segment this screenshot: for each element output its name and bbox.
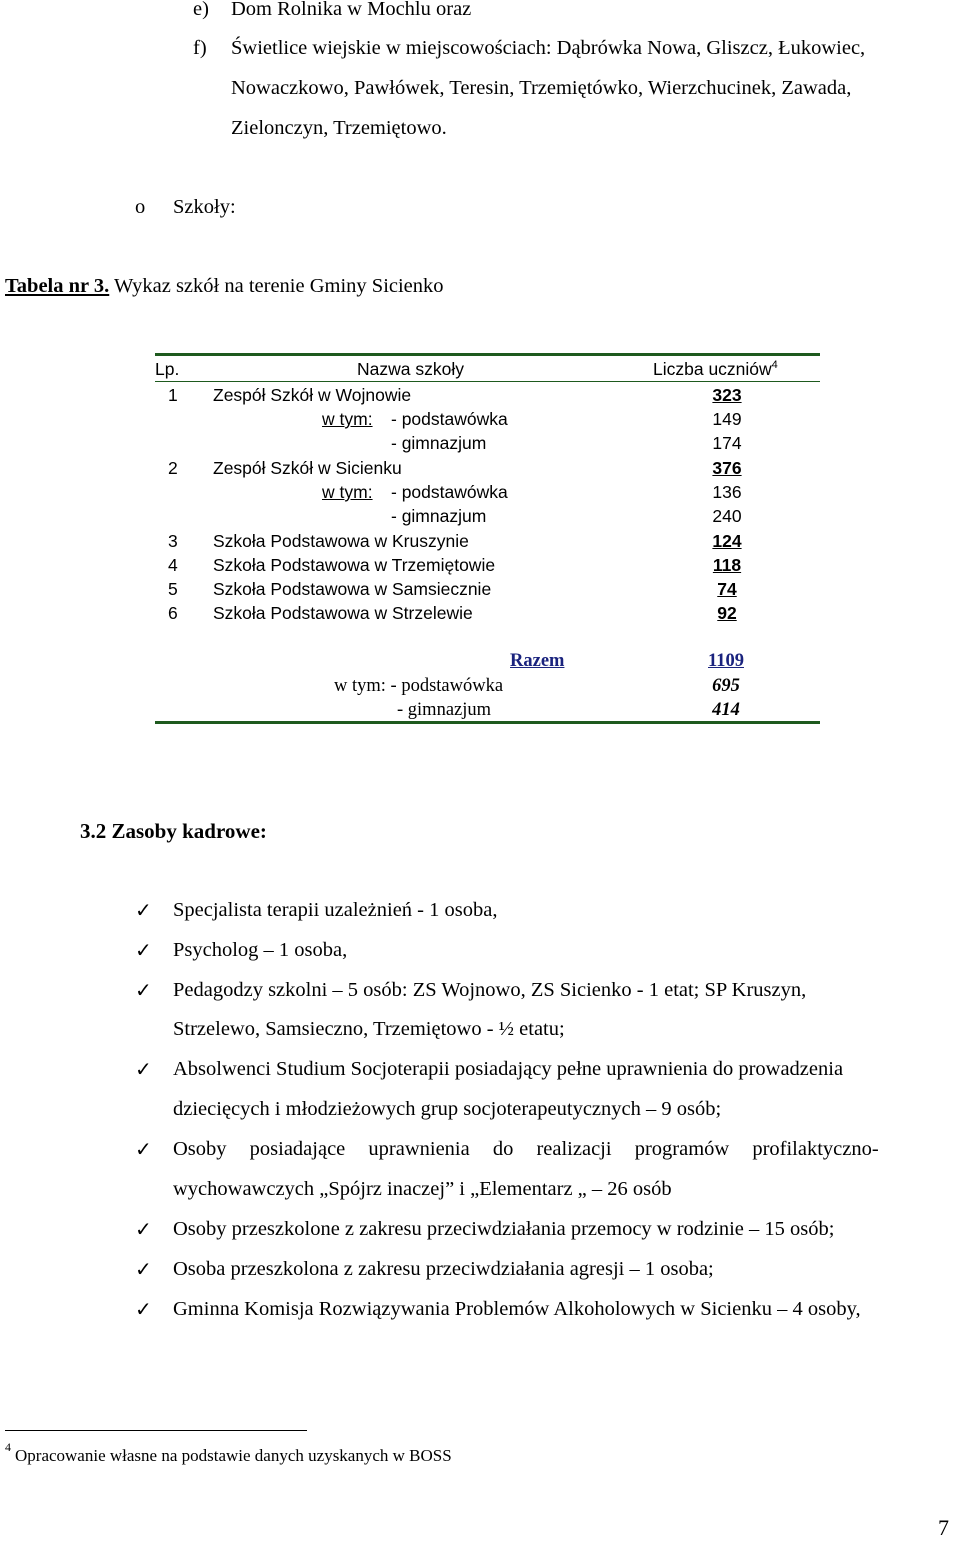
total-label: Razem <box>510 651 565 671</box>
checkmark-icon: ✓ <box>135 1257 152 1281</box>
table-row-value: 92 <box>717 603 737 623</box>
table-row-prefix: w tym: <box>322 409 373 429</box>
table-row-name: - gimnazjum <box>391 506 487 526</box>
table-row-value: 149 <box>712 409 742 429</box>
list-item: Absolwenci Studium Socjoterapii posiadający pełne uprawnienia do prowadzenia <box>173 1058 844 1080</box>
checkmark-icon: ✓ <box>135 898 152 922</box>
table-row-value: 323 <box>712 385 742 405</box>
table-row-lp: 1 <box>168 385 178 405</box>
list-item: Osoby posiadające uprawnienia do realizacji programów profilaktyczno- <box>173 1138 879 1160</box>
header-count-label: Liczba uczniów <box>653 359 772 379</box>
table-row-value: 174 <box>712 433 742 453</box>
table-row-lp: 4 <box>168 555 178 575</box>
footnote-number: 4 <box>5 1440 11 1454</box>
table-row-name: - podstawówka <box>391 482 508 502</box>
table-row-value: 136 <box>712 482 742 502</box>
bullet-o-marker: o <box>135 196 146 218</box>
list-item-f-line3: Zielonczyn, Trzemiętowo. <box>231 117 447 139</box>
table-row-value: 124 <box>712 531 742 551</box>
table-header-rule <box>155 381 820 382</box>
checkmark-icon: ✓ <box>135 1297 152 1321</box>
table-row-lp: 5 <box>168 579 178 599</box>
page-number: 7 <box>938 1515 949 1540</box>
footnote-separator <box>5 1430 307 1431</box>
table-row-name: Zespół Szkół w Wojnowie <box>213 385 412 405</box>
list-item-continuation: wychowawczych „Spójrz inaczej” i „Elementarz „ – 26 osób <box>173 1178 672 1200</box>
table-caption-text: Wykaz szkół na terenie Gminy Sicienko <box>114 275 444 297</box>
table-row-value: 376 <box>712 458 742 478</box>
table-row-name: - podstawówka <box>391 409 508 429</box>
table-row-value: 74 <box>717 579 737 599</box>
table-row-name: - gimnazjum <box>391 433 487 453</box>
table-top-rule <box>155 353 820 356</box>
total-sub2-label: - gimnazjum <box>397 700 492 720</box>
list-item: Psycholog – 1 osoba, <box>173 939 348 961</box>
total-sub1-label: w tym: - podstawówka <box>334 676 504 696</box>
list-item-e-text: Dom Rolnika w Mochlu oraz <box>231 0 472 20</box>
list-item-e <box>193 0 209 21</box>
table-bottom-rule <box>155 721 820 724</box>
list-item-continuation: dziecięcych i młodzieżowych grup socjoterapeutycznych – 9 osób; <box>173 1098 722 1120</box>
list-item: Osoba przeszkolona z zakresu przeciwdziałania agresji – 1 osoba; <box>173 1258 714 1280</box>
checkmark-icon: ✓ <box>135 1217 152 1241</box>
list-item: Gminna Komisja Rozwiązywania Problemów Alkoholowych w Sicienku – 4 osoby, <box>173 1298 861 1320</box>
table-row-name: Szkoła Podstawowa w Samsiecznie <box>213 579 492 599</box>
table-row-name: Szkoła Podstawowa w Strzelewie <box>213 603 473 623</box>
checkmark-icon: ✓ <box>135 978 152 1002</box>
table-caption <box>5 275 444 298</box>
table-row-name: Szkoła Podstawowa w Kruszynie <box>213 531 469 551</box>
list-item: Pedagodzy szkolni – 5 osób: ZS Wojnowo, ZS Sicienko - 1 etat; SP Kruszyn, <box>173 979 807 1001</box>
list-item-f-line1: Świetlice wiejskie w miejscowościach: Dąbrówka Nowa, Gliszcz, Łukowiec, <box>231 37 866 59</box>
header-name: Nazwa szkoły <box>357 359 464 379</box>
header-count <box>653 359 778 380</box>
table-row-value: 118 <box>712 555 742 575</box>
footnote-text: Opracowanie własne na podstawie danych uzyskanych w BOSS <box>15 1446 452 1465</box>
list-item: Specjalista terapii uzależnień - 1 osoba, <box>173 899 498 921</box>
table-caption-label: Tabela nr 3. <box>5 275 110 297</box>
header-lp: Lp. <box>155 359 180 379</box>
list-item: Osoby przeszkolone z zakresu przeciwdziałania przemocy w rodzinie – 15 osób; <box>173 1218 835 1240</box>
table-row-lp: 3 <box>168 531 178 551</box>
checkmark-icon: ✓ <box>135 1137 152 1161</box>
footnote-ref: 4 <box>771 359 778 372</box>
total-value: 1109 <box>708 651 744 671</box>
list-marker-f: f) <box>193 37 207 59</box>
table-row-value: 240 <box>712 506 742 526</box>
table-row-name: Szkoła Podstawowa w Trzemiętowie <box>213 555 496 575</box>
schools-heading: Szkoły: <box>173 196 236 218</box>
list-item-f-line2: Nowaczkowo, Pawłówek, Teresin, Trzemiętówko, Wierzchucinek, Zawada, <box>231 77 852 99</box>
table-row-name: Zespół Szkół w Sicienku <box>213 458 402 478</box>
section-heading: 3.2 Zasoby kadrowe: <box>80 819 267 843</box>
total-sub1-value: 695 <box>712 676 740 696</box>
checkmark-icon: ✓ <box>135 938 152 962</box>
list-item-continuation: Strzelewo, Samsieczno, Trzemiętowo - ½ etatu; <box>173 1018 565 1040</box>
checkmark-icon: ✓ <box>135 1057 152 1081</box>
list-marker: e) <box>193 0 209 20</box>
table-row-prefix: w tym: <box>322 482 373 502</box>
table-row-lp: 2 <box>168 458 178 478</box>
table-row-lp: 6 <box>168 603 178 623</box>
total-sub2-value: 414 <box>712 700 740 720</box>
